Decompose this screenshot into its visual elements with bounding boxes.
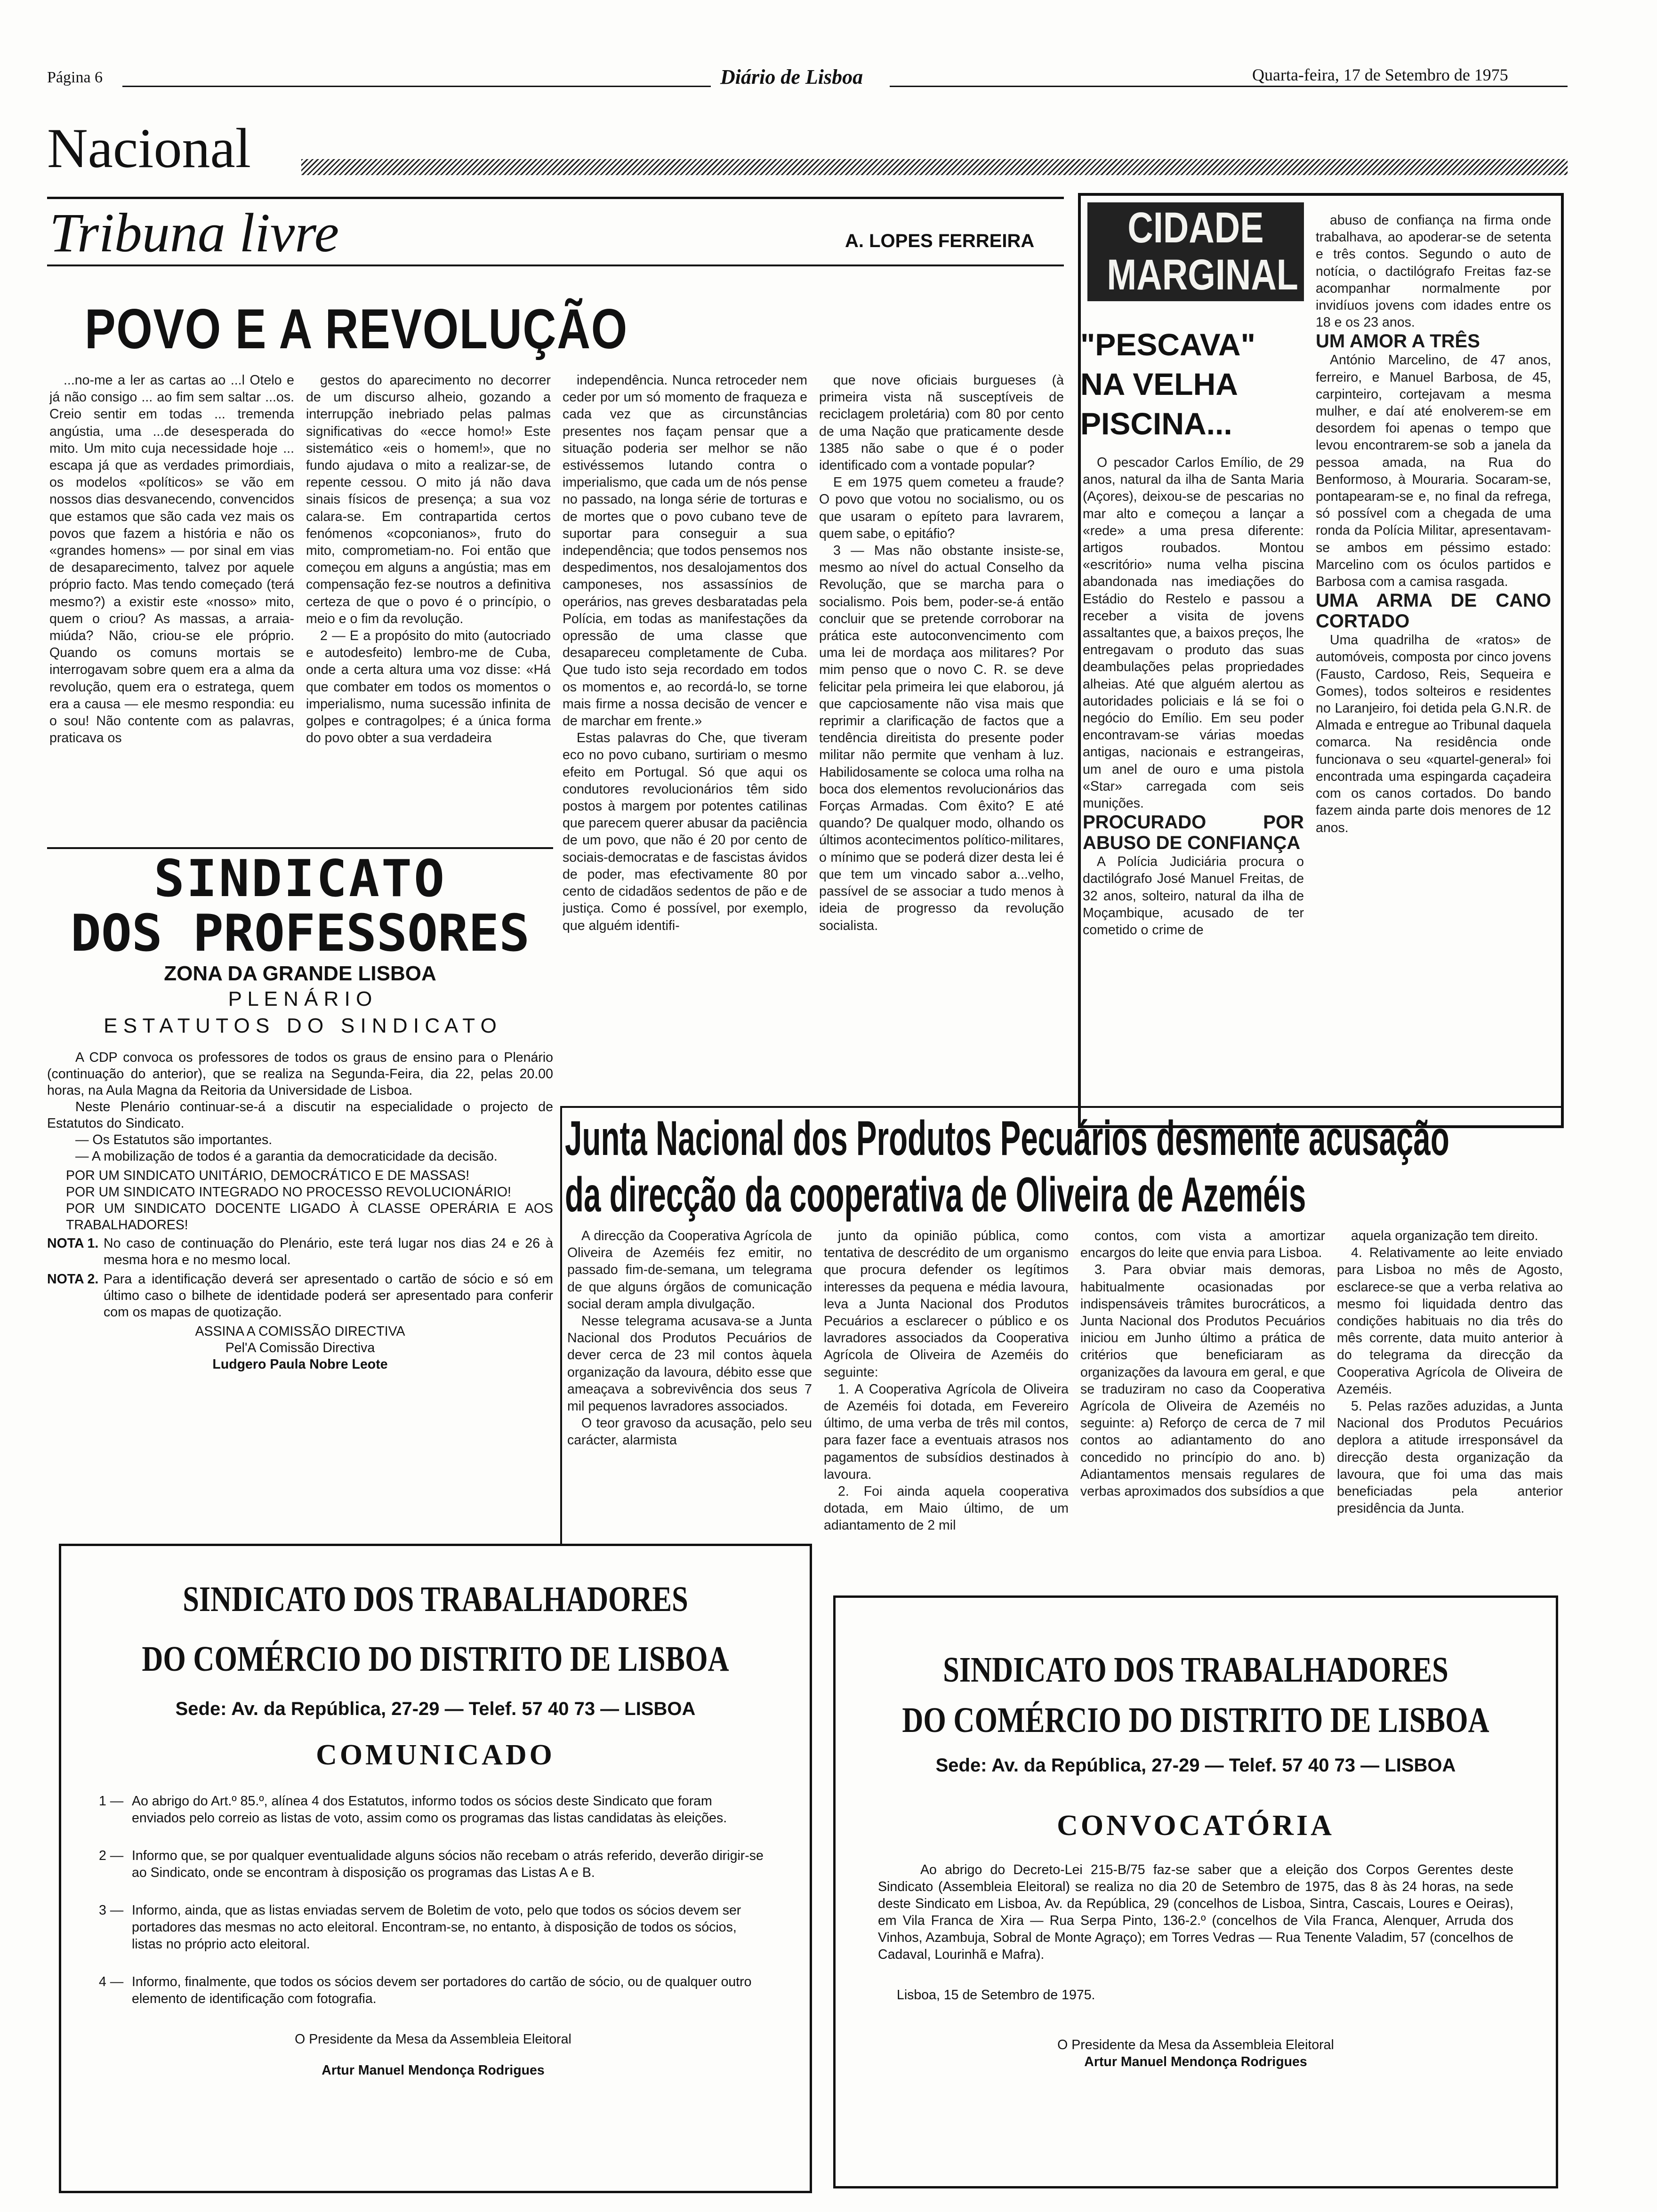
comunicado-item-2: Informo que, se por qualquer eventualidade alguns sócios não recebam o atrás referido, deverão dirigir-se ao Sindicato, onde se encontram à disposição os programas das Listas A e B. xyxy=(132,1848,764,1880)
cidade-col-2: abuso de confiança na firma onde trabalhava, ao apoderar-se de setenta e três contos. Segundo o auto de notícia, o dactilógrafo Freitas faz-se acompanhar normalmente por invidíuos jovens com idades entre os 18 e os 23 anos. UM AMOR A TRÊS António Marcelino, de 47 anos, ferreiro, e Manuel Barbosa, de 45, carpinteiro, cortejavam a mesma mulher, e daí até enolverem-se em desordem foi apenas o tempo que levou encontrarem-se sob a janela da pessoa amada, na Rua do Benformoso, à Mouraria. Socaram-se, pontapearam-se e, no final da refrega, só possível com a chegada de uma ronda da Polícia Militar, apresentavam-se ambos em péssimo estado: Marcelino com os óculos partidos e Barbosa com a camisa rasgada. UMA ARMA DE CANO CORTADO Uma quadrilha de «ratos» de automóveis, composta por cinco jovens (Fausto, Cardoso, Reis, Sequeira e Gomes), todos solteiros e residentes no Laranjeiro, foi detida pela G.N.R. de Almada e entregue ao Tribunal daquela comarca. Na residência onde funcionava o seu «quartel-general» foi encontrada uma espingarda caçadeira com os canos cortados. Do bando fazem ainda parte dois menores de 12 anos. xyxy=(1316,213,1551,835)
cidade-col-1: O pescador Carlos Emílio, de 29 anos, natural da ilha de Santa Maria (Açores), deixou-se de pescarias no mar alto e começou a lançar a «rede» a uma presa diferente: artigos roubados. Montou «escritório» numa velha piscina abandonada nas imediações do Estádio do Restelo e passou a receber a visita de jovens assaltantes que, a baixos preços, lhe entregavam o produto das suas deambulações pelas propriedades alheias. Até que alguém alertou as autoridades policiais e lá se foi o negócio do Emílio. Em seu poder encontravam-se várias moedas antigas, nacionais e estrangeiras, um anel de ouro e uma pistola «Star» carregada com seis munições. PROCURADO POR ABUSO DE CONFIANÇA A Polícia Judiciária procura o dactilógrafo José Manuel Freitas, de 32 anos, solteiro, natural da ilha de Moçambique, acusado de ter cometido o crime de xyxy=(1083,455,1304,938)
cidade-badge xyxy=(1087,202,1304,301)
author-byline: A. LOPES FERREIRA xyxy=(845,231,1035,251)
newspaper-name: Diário de Lisboa xyxy=(720,65,863,88)
cidade-badge-line1: CIDADE xyxy=(1127,204,1264,252)
issue-date: Quarta-feira, 17 de Setembro de 1975 xyxy=(1252,65,1508,84)
professores-para-1: A CDP convoca os professores de todos os graus de ensino para o Plenário (continuação do anterior), que se realiza na Segunda-Feira, dia 22, pelas 20.00 horas, na Aula Magna da Reitoria da Universidade de Lisboa. xyxy=(47,1050,553,1098)
cidade-subhead-arma: UMA ARMA DE CANO CORTADO xyxy=(1316,590,1551,632)
professores-dash-2: — A mobilização de todos é a garantia da democraticidade da decisão. xyxy=(75,1149,498,1164)
cidade-badge-line2: MARGINAL xyxy=(1107,251,1298,299)
comunicado-sig-2: Artur Manuel Mendonça Rodrigues xyxy=(322,2063,545,2078)
convocatoria-sig-1: O Presidente da Mesa da Assembleia Eleitoral xyxy=(1057,2037,1334,2052)
comunicado-item-1: Ao abrigo do Art.º 85.º, alínea 4 dos Estatutos, informo todos os sócios deste Sindicato que foram enviados pelo correio as listas de voto, assim como os programas das listas candidatas às eleições. xyxy=(132,1794,727,1826)
junta-col-1: A direcção da Cooperativa Agrícola de Oliveira de Azeméis fez emitir, no passado fim-de-semana, um telegrama de que alguns órgãos de comunicação social deram ampla divulgação. Nesse telegrama acusava-se a Junta Nacional dos Produtos Pecuários de dever cerca de 23 mil contos àquela organização da lavoura, débito esse que ameaçava a sobrevivência dos seus 7 mil pequenos lavradores associados. O teor gravoso da acusação, pelo seu carácter, alarmista xyxy=(567,1228,812,1448)
professores-para-2: Neste Plenário continuar-se-á a discutir na especialidade o projecto de Estatutos do Sindicato. xyxy=(47,1099,553,1131)
professores-nota-2-label: NOTA 2. xyxy=(47,1272,99,1287)
section-rule xyxy=(47,197,1064,199)
cidade-headline-line3: PISCINA... xyxy=(1080,406,1232,441)
comunicado-sede: Sede: Av. da República, 27-29 — Telef. 57 40 73 — LISBOA xyxy=(175,1699,696,1719)
comunicado-heading: COMUNICADO xyxy=(316,1739,555,1771)
cidade-headline-line1: "PESCAVA" xyxy=(1080,327,1255,362)
cidade-subhead-amor: UM AMOR A TRÊS xyxy=(1316,331,1480,352)
professores-title-2: DOS PROFESSORES xyxy=(70,904,530,963)
professores-plenario: P L E N Á R I O xyxy=(228,987,372,1010)
junta-headline-1: Junta Nacional dos Produtos Pecuários desmente acusação xyxy=(565,1111,1449,1166)
column-label-underline xyxy=(47,264,1064,266)
section-hatch-bar xyxy=(301,159,1568,175)
professores-sig-3: Ludgero Paula Nobre Leote xyxy=(212,1357,388,1372)
junta-col-4: aquela organização tem direito. 4. Relativamente ao leite enviado para Lisboa no mês de Agosto, esclarece-se que a verba relativa ao mesmo foi liquidada dentro das condições habituais no dia três do mês corrente, data muito anterior à do telegrama da direcção da Cooperativa Agrícola de Oliveira de Azeméis. 5. Pelas razões aduzidas, a Junta Nacional dos Produtos Pecuários deplora a atitude irresponsável da direcção desta organização da lavoura, que foi uma das mais beneficiadas pela anterior presidência da Junta. xyxy=(1337,1228,1563,1516)
cidade-headline-line2: NA VELHA xyxy=(1080,367,1238,401)
cidade-headline xyxy=(1080,325,1302,443)
professores-nota-2: Para a identificação deverá ser apresentado o cartão de sócio e só em último caso o bilhete de identidade poderá ser apresentado para conferir com os mapas de quotização. xyxy=(104,1272,553,1320)
cidade-subhead-procurado: PROCURADO POR ABUSO DE CONFIANÇA xyxy=(1083,812,1304,854)
comunicado-box xyxy=(59,1544,812,2193)
convocatoria-sede: Sede: Av. da República, 27-29 — Telef. 57 40 73 — LISBOA xyxy=(935,1755,1456,1776)
professores-sig-2: Pel'A Comissão Directiva xyxy=(225,1340,375,1355)
tribuna-col-1: ...no-me a ler as cartas ao ...l Otelo e já não consigo ... ao fim sem saltar ...os. Creio sentir em todas ... tremenda angústia, uma ...de desesperada do mito. Um mito cuja necessidade hoje ... escapa já que as verdades primordiais, os modelos «políticos» se vão em nossos dias desvanecendo, convencidos que estamos que são cada vez mais os povos que fazem a história e não os «grandes homens» — por sinal em vias de desaparecimento, talvez por aquele próprio facto. Mas tendo começado (terá mesmo?) a existir este «nosso» mito, quem o criou? As massas, a arraia-miúda? Não, criou-se ele próprio. Quando os comuns mortais se interrogavam sobre quem era a alma da revolução, quem era o estratega, quem era a causa — ele mesmo respondia: eu o sou! Não contente com as palavras, praticava os xyxy=(49,373,294,746)
comunicado-sig-1: O Presidente da Mesa da Assembleia Eleitoral xyxy=(295,2032,571,2047)
convocatoria-title-1: SINDICATO DOS TRABALHADORES xyxy=(943,1650,1448,1690)
professores-notice xyxy=(47,852,553,1520)
comunicado-title-2: DO COMÉRCIO DO DISTRITO DE LISBOA xyxy=(142,1639,729,1679)
comunicado-item-4-num: 4 — xyxy=(99,1974,124,1989)
professores-slogan-3: POR UM SINDICATO DOCENTE LIGADO À CLASSE OPERÁRIA E AOS TRABALHADORES! xyxy=(66,1201,553,1233)
tribuna-col-4: que nove oficiais burgueses (à primeira vista nã susceptíveis de reciclagem proletária) com 80 por cento de uma Nação que praticamente desde 1385 não sabe o que é o poder identificado com a vontade popular? E em 1975 quem cometeu a fraude? O povo que votou no socialismo, ou os que usaram o epíteto para lavrarem, quem sabe, o epitáfio? 3 — Mas não obstante insiste-se, mesmo ao nível do actual Conselho da Revolução, que se marcha para o socialismo. Pois bem, poder-se-á então concluir que se pretende corroborar na prática este autoconvencimento com uma lei de mordaça aos militares? Por mim penso que o novo C. R. se deve felicitar pela primeira lei que elaborou, já que capciosamente não visa mais que reprimir a clarificação de factos que a tendência direitista do presente poder militar não permite que venham à luz. Habilidosamente se coloca uma rolha na boca dos elementos revolucionários das Forças Armadas. Com êxito? E até quando? De qualquer modo, olhando os últimos acontecimentos político-militares, o mínimo que se poderá dizer desta lei é que tem um vincado sabor a...velho, passível de se associar a tudo menos à ideia de progresso da revolução socialista. xyxy=(819,373,1064,933)
professores-top-rule xyxy=(47,847,553,849)
convocatoria-title-2: DO COMÉRCIO DO DISTRITO DE LISBOA xyxy=(902,1700,1489,1740)
article-headline: POVO E A REVOLUÇÃO xyxy=(85,297,628,361)
convocatoria-box xyxy=(833,1595,1558,2188)
comunicado-item-3: Informo, ainda, que as listas enviadas servem de Boletim de voto, pelo que todos os sócios devem ser portadores das mesmas no acto eleitoral. Encontram-se, no entanto, à disposição de todos os sócios, listas no próprio acto eleitoral. xyxy=(132,1903,741,1952)
comunicado-item-3-num: 3 — xyxy=(99,1903,124,1918)
column-label: Tribuna livre xyxy=(49,202,339,264)
tribuna-col-2: gestos do aparecimento no decorrer de um discurso alheio, gozando a interrupção inebriado pelas palmas significativas do «ecce homo!» Este sistemático «eis o homem!», que no fundo ajudava o mito a realizar-se, de repente cessou. O mito já não dava sinais físicos de presença; a sua voz calara-se. Em contrapartida certos fenómenos «copconianos», fruto do mito, comprometiam-no. Foi então que começou em alguns a angústia; mas em compensação fez-se noutros a definitiva certeza de que o povo é o princípio, o meio e o fim da revolução. 2 — E a propósito do mito (autocriado e autodesfeito) lembro-me de Cuba, onde a certa altura uma voz disse: «Há que combater em todos os momentos o imperialismo, numa sucessão infinita de golpes e contragolpes; é a única forma do povo obter a sua verdadeira xyxy=(306,373,551,746)
comunicado-title-1: SINDICATO DOS TRABALHADORES xyxy=(183,1579,688,1619)
convocatoria-heading: CONVOCATÓRIA xyxy=(1057,1810,1335,1842)
convocatoria-sig-2: Artur Manuel Mendonça Rodrigues xyxy=(1084,2054,1307,2069)
tribuna-col-3: independência. Nunca retroceder nem ceder por um só momento de fraqueza e cada vez que as circunstâncias presentes nos façam pensar que a situação poderia ser melhor se não estivéssemos lutando contra o imperialismo, que cada um de nós pense no passado, na longa série de torturas e de mortes que o povo cubano teve de suportar para conseguir a sua independência; que todos pensemos nos despedimentos, nos desalojamentos dos camponeses, nos assassínios de operários, nas greves desbaratadas pela Polícia, em todas as manifestações da opressão de uma classe que desapareceu completamente de Cuba. Que tudo isto seja recordado em todos os momentos e, ao recordá-lo, se torne mais firme a nossa decisão de vencer e de marchar em frente.» Estas palavras do Che, que tiveram eco no povo cubano, surtiriam o mesmo efeito em Portugal. Só que aqui os condutores revolucionários têm sido postos à margem por potentes catilinas que parecem querer abusar da paciência de um povo, que não é 20 por cento de sociais-democratas e de fascistas ávidos de poder, mas efectivamente 80 por cento de cidadãos sedentos de pão e de justiça. Como é possível, por exemplo, que alguém identifi- xyxy=(563,373,807,933)
comunicado-item-1-num: 1 — xyxy=(99,1794,124,1809)
professores-title-1: SINDICATO xyxy=(153,850,447,908)
masthead-rule-left xyxy=(122,86,711,87)
professores-estatutos: E S T A T U T O S D O S I N D I C A T O xyxy=(104,1014,497,1037)
professores-nota-1: No caso de continuação do Plenário, este terá lugar nos dias 24 e 26 à mesma hora e no mesmo local. xyxy=(104,1236,553,1267)
junta-col-2: junto da opinião pública, como tentativa de descrédito de um organismo que procura defender os legítimos interesses da pequena e média lavoura, leva a Junta Nacional dos Produtos Pecuários a esclarecer o público e os lavradores associados da Cooperativa Agrícola de Oliveira de Azeméis do seguinte: 1. A Cooperativa Agrícola de Oliveira de Azeméis foi dotada, em Fevereiro último, de uma verba de três mil contos, para fazer face a eventuais atrasos nos pagamentos de subsídios destinados à lavoura. 2. Foi ainda aquela cooperativa dotada, em Maio último, de um adiantamento de 2 mil xyxy=(824,1228,1069,1533)
masthead-rule-right xyxy=(890,86,1568,87)
professores-dash-1: — Os Estatutos são importantes. xyxy=(75,1132,273,1147)
junta-col-3: contos, com vista a amortizar encargos do leite que envia para Lisboa. 3. Para obviar mais demoras, habitualmente ocasionadas por indispensáveis trâmites burocráticos, a Junta Nacional dos Produtos Pecuários iniciou em Junho último a prática de critérios que beneficiaram as organizações da lavoura em geral, e que se traduziram no caso da Cooperativa Agrícola de Oliveira de Azeméis no seguinte: a) Reforço de cerca de 7 mil contos ao adiantamento do ano concedido no princípio do ano. b) Adiantamentos mensais regulares de verbas aproximados dos subsídios a que xyxy=(1080,1228,1325,1499)
convocatoria-body: Ao abrigo do Decreto-Lei 215-B/75 faz-se saber que a eleição dos Corpos Gerentes deste Sindicato (Assembleia Eleitoral) se realiza no dia 20 de Setembro de 1975, das 8 às 24 horas, na sede deste Sindicato em Lisboa, Av. da República, 29 (concelhos de Lisboa, Sintra, Cascais, Loures e Oeiras), em Vila Franca de Xira — Rua Serpa Pinto, 136-2.º (concelhos de Vila Franca, Alenquer, Arruda dos Vinhos, Azambuja, Sobral de Monte Agraço); em Torres Vedras — Rua Tenente Valadim, 57 (concelhos de Cadaval, Lourinhã e Mafra). xyxy=(878,1862,1513,1962)
comunicado-item-4: Informo, finalmente, que todos os sócios devem ser portadores do cartão de sócio, ou de qualquer outro elemento de identificação com fotografia. xyxy=(132,1974,752,2006)
professores-nota-1-label: NOTA 1. xyxy=(47,1236,99,1251)
comunicado-item-2-num: 2 — xyxy=(99,1848,124,1863)
page-number: Página 6 xyxy=(47,69,103,86)
convocatoria-date: Lisboa, 15 de Setembro de 1975. xyxy=(897,1988,1095,2003)
professores-slogan-1: POR UM SINDICATO UNITÁRIO, DEMOCRÁTICO E DE MASSAS! xyxy=(66,1168,470,1183)
junta-headline-2: da direcção da cooperativa de Oliveira de Azeméis xyxy=(565,1168,1306,1222)
professores-sig-1: ASSINA A COMISSÃO DIRECTIVA xyxy=(195,1324,405,1339)
junta-top-rule xyxy=(560,1106,1563,1108)
section-title: Nacional xyxy=(47,117,251,179)
professores-zona: ZONA DA GRANDE LISBOA xyxy=(164,962,436,985)
junta-left-rule xyxy=(560,1106,562,1544)
professores-slogan-2: POR UM SINDICATO INTEGRADO NO PROCESSO REVOLUCIONÁRIO! xyxy=(66,1185,511,1200)
